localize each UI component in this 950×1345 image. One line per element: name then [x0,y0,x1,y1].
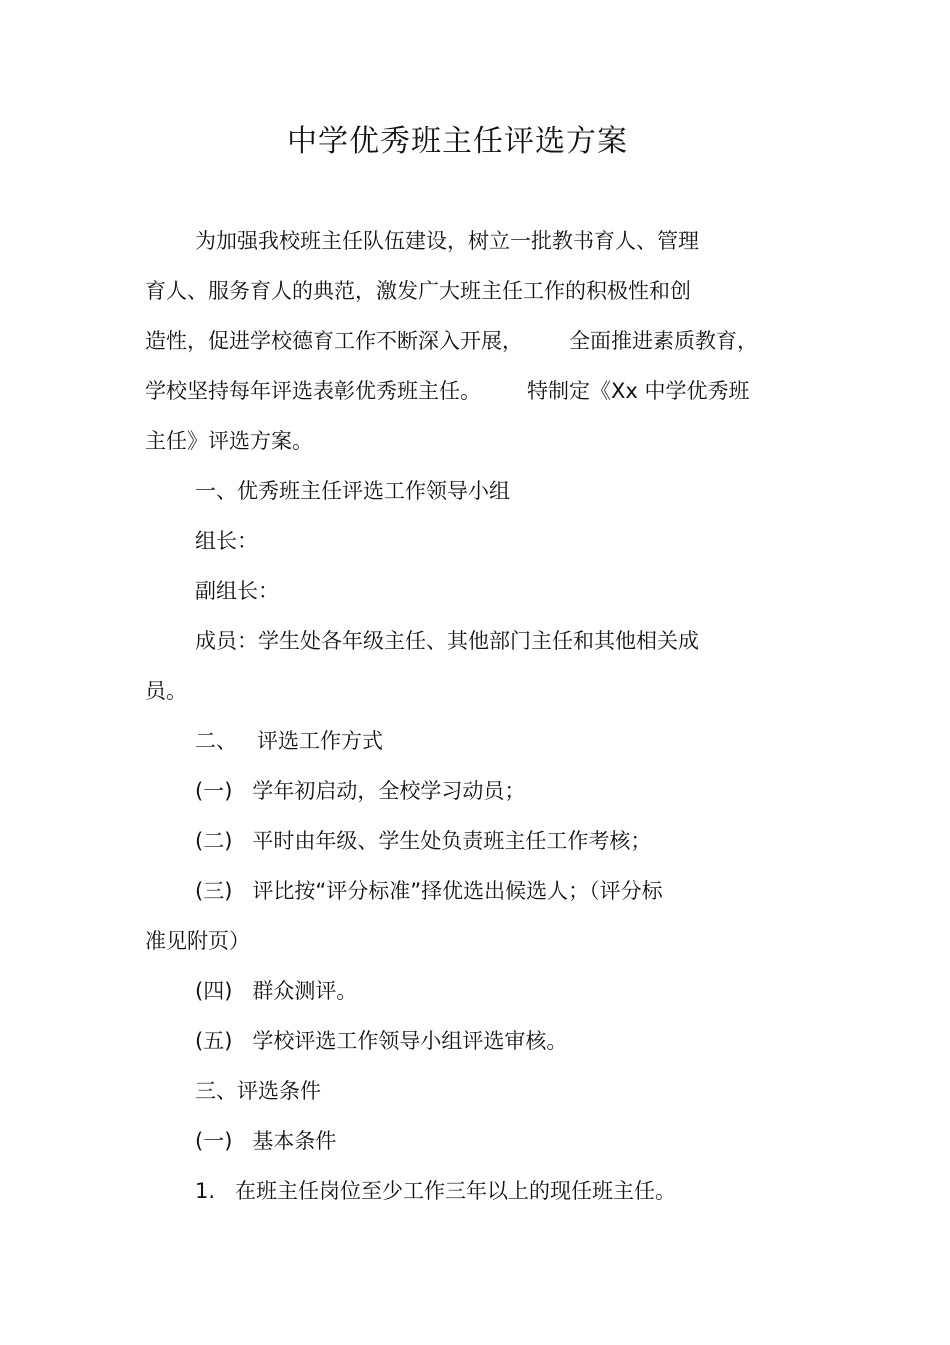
section-2-heading [195,726,383,756]
intro-line-3 [145,326,758,356]
leader-label: 组长： [195,529,258,553]
method-item-text: 学年初启动，全校学习动员； [252,779,526,803]
intro-line-2: 育人、服务育人的典范，激发广大班主任工作的积极性和创 [145,279,691,303]
method-item-4 [195,976,357,1006]
condition-item-number: 1. [195,1179,216,1203]
method-item-number: (五) [195,1029,233,1053]
method-item-text: 群众测评。 [252,979,358,1003]
document-title: 中学优秀班主任评选方案 [287,124,628,159]
intro-line-5: 主任》评选方案。 [145,429,313,453]
subsection-number: (一) [195,1129,233,1153]
intro-line-4 [145,376,750,406]
method-item-2 [195,826,651,856]
section-2-number: 二、 [195,729,237,753]
condition-item-text: 在班主任岗位至少工作三年以上的现任班主任。 [235,1179,677,1203]
method-item-text: 评比按“评分标准”择优选出候选人；（评分标 [252,879,663,903]
method-item-number: (一) [195,779,233,803]
intro-line-3-part-a: 造性，促进学校德育工作不断深入开展， [145,329,523,353]
section-2-heading-text: 评选工作方式 [257,729,383,753]
method-item-1 [195,776,525,806]
method-item-3-continuation: 准见附页） [145,929,250,953]
method-item-3 [195,876,663,906]
method-item-number: (四) [195,979,233,1003]
method-item-5 [195,1026,567,1056]
members-line-2: 员。 [145,679,187,703]
section-1-heading: 一、优秀班主任评选工作领导小组 [195,479,510,503]
intro-line-3-part-b: 全面推进素质教育， [569,329,758,353]
subsection-basic-conditions [195,1126,336,1156]
intro-line-4-part-a: 学校坚持每年评选表彰优秀班主任。 [145,379,481,403]
condition-item-1 [195,1176,676,1206]
method-item-number: (三) [195,879,233,903]
intro-line-4-part-b: 特制定《Xx 中学优秀班 [527,379,750,403]
method-item-text: 学校评选工作领导小组评选审核。 [252,1029,568,1053]
section-3-heading: 三、评选条件 [195,1079,321,1103]
method-item-number: (二) [195,829,233,853]
members-line-1: 成员：学生处各年级主任、其他部门主任和其他相关成 [195,629,699,653]
method-item-text: 平时由年级、学生处负责班主任工作考核； [252,829,652,853]
subsection-heading-text: 基本条件 [252,1129,337,1153]
vice-leader-label: 副组长： [195,579,279,603]
intro-line-1: 为加强我校班主任队伍建设，树立一批教书育人、管理 [195,229,699,253]
